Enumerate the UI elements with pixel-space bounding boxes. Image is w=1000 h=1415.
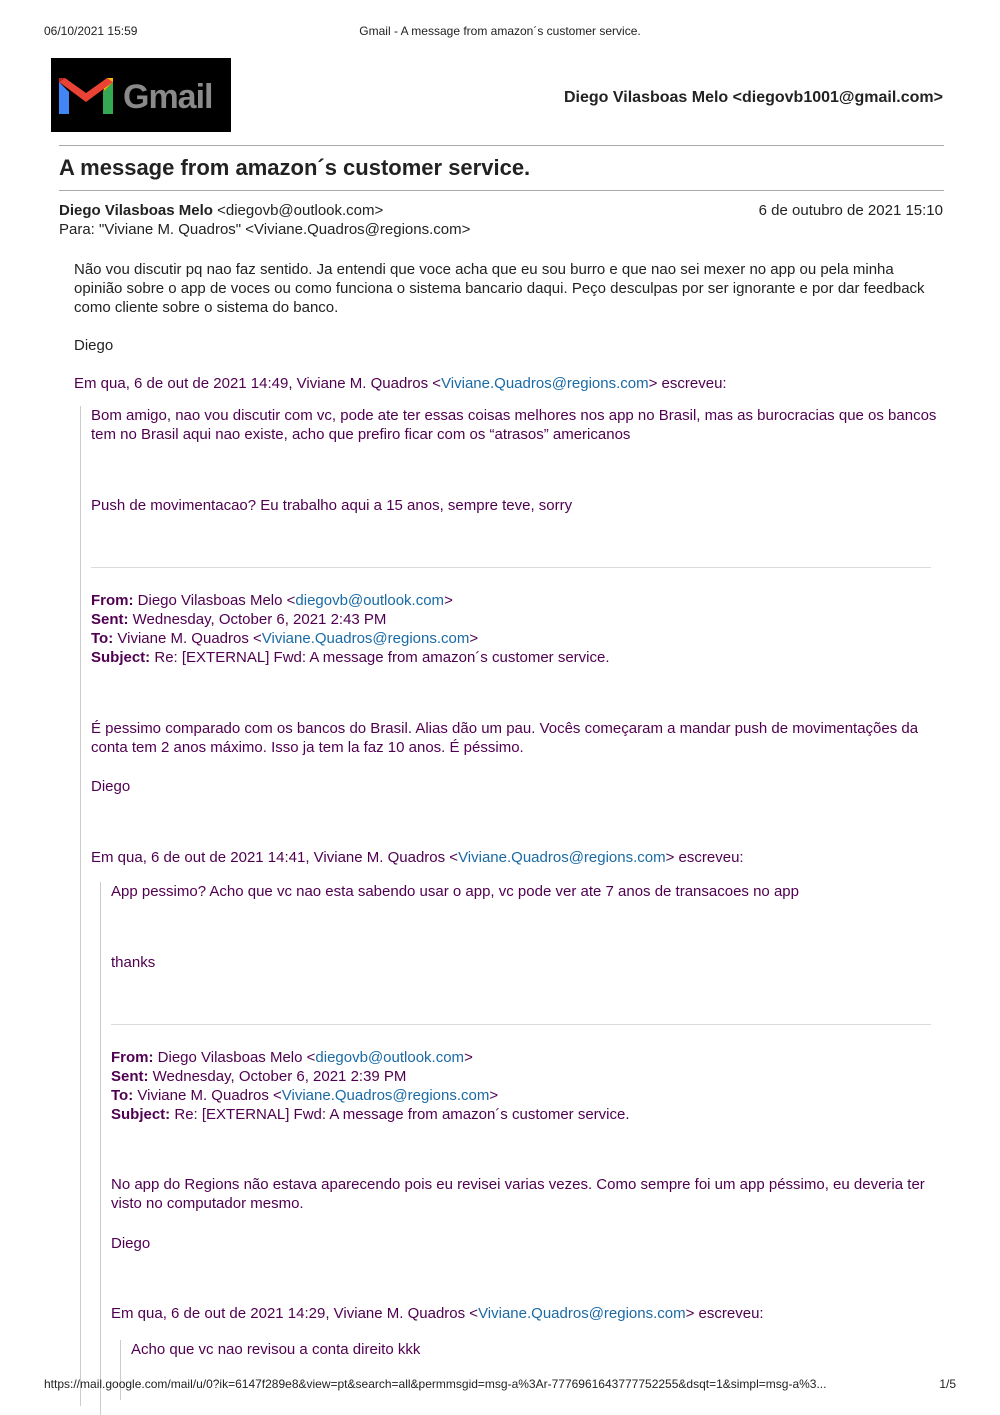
header-label: From:	[91, 592, 134, 609]
header-value: Viviane M. Quadros <	[113, 630, 262, 647]
reply-intro	[74, 374, 944, 393]
header-label: From:	[111, 1049, 154, 1066]
divider	[59, 145, 944, 146]
quote-paragraph: Bom amigo, nao vou discutir com vc, pode ate ter essas coisas melhores nos app no Brasil, mas as burocracias que os bancos tem no Brasil aqui nao existe, acho que prefiro ficar com os “atrasos” americanos	[91, 407, 937, 443]
quote-paragraph: Push de movimentacao? Eu trabalho aqui a 15 anos, sempre teve, sorry	[91, 497, 573, 514]
quote-paragraph: É pessimo comparado com os bancos do Brasil. Alias dão um pau. Vocês começaram a mandar push de movimentações da conta tem 2 anos máximo. Isso ja tem la faz 10 anos. É péssimo.	[91, 720, 919, 756]
reply-intro-text: Em qua, 6 de out de 2021 14:41, Viviane M. Quadros <	[91, 849, 459, 866]
email-link[interactable]: Viviane.Quadros@regions.com	[281, 1087, 490, 1104]
header-value: >	[469, 630, 479, 647]
header-label: Sent:	[111, 1068, 149, 1085]
quote-paragraph: thanks	[111, 954, 156, 971]
quote-paragraph: App pessimo? Acho que vc nao esta sabendo usar o app, vc pode ver ate 7 anos de transacoes no app	[111, 883, 799, 900]
print-page-title: Gmail - A message from amazon´s customer service.	[359, 24, 641, 38]
email-link[interactable]: Viviane.Quadros@regions.com	[261, 630, 470, 647]
print-url: https://mail.google.com/mail/u/0?ik=6147f289e8&view=pt&search=all&permmsgid=msg-a%3Ar-7776961643777752255&dsqt=1&simpl=msg-a%3...	[44, 1377, 827, 1391]
sender-email: <diegovb@outlook.com>	[217, 202, 384, 219]
divider	[59, 190, 944, 191]
email-link[interactable]: diegovb@outlook.com	[295, 592, 445, 609]
header-value: Wednesday, October 6, 2021 2:39 PM	[148, 1068, 407, 1085]
signature: Diego	[111, 1235, 151, 1252]
quoted-message-2	[100, 882, 944, 1415]
thread-subject: A message from amazon´s customer service.	[59, 155, 531, 180]
forward-subject	[91, 648, 944, 667]
message-to: Para: "Viviane M. Quadros" <Viviane.Quadros@regions.com>	[59, 221, 471, 238]
signature: Diego	[91, 778, 131, 795]
forward-sent	[91, 610, 944, 629]
forward-subject	[111, 1105, 944, 1124]
quote-paragraph: Acho que vc nao revisou a conta direito kkk	[131, 1341, 421, 1358]
message-from	[59, 202, 383, 219]
reply-intro	[111, 1304, 944, 1323]
header-label: Subject:	[91, 649, 151, 666]
quoted-message-3	[120, 1340, 944, 1400]
forward-from	[91, 591, 944, 610]
forward-to	[91, 629, 944, 648]
body-paragraph: Não vou discutir pq nao faz sentido. Ja entendi que voce acha que eu sou burro e que nao sei mexer no app ou pela minha opinião sobre o app de voces ou como funciona o sistema bancario daqui. Peço desculpas por ser ignorante e por dar feedback como cliente sobre o sistema do banco.	[74, 261, 925, 316]
reply-intro	[91, 848, 944, 867]
reply-intro-text: Em qua, 6 de out de 2021 14:49, Viviane M. Quadros <	[74, 375, 442, 392]
header-label: Sent:	[91, 611, 129, 628]
email-link[interactable]: diegovb@outlook.com	[315, 1049, 465, 1066]
email-link[interactable]: Viviane.Quadros@regions.com	[458, 849, 666, 866]
header-value: >	[489, 1087, 499, 1104]
forward-to	[111, 1086, 944, 1105]
forward-from	[111, 1048, 944, 1067]
reply-intro-text: Em qua, 6 de out de 2021 14:29, Viviane M. Quadros <	[111, 1305, 479, 1322]
header-value: Re: [EXTERNAL] Fwd: A message from amazon´s customer service.	[170, 1106, 630, 1123]
header-value: Re: [EXTERNAL] Fwd: A message from amazon´s customer service.	[150, 649, 610, 666]
gmail-m-icon	[57, 76, 115, 116]
print-datetime: 06/10/2021 15:59	[44, 24, 138, 38]
header-value: Viviane M. Quadros <	[133, 1087, 282, 1104]
quote-paragraph: No app do Regions não estava aparecendo pois eu revisei varias vezes. Como sempre foi um app péssimo, eu deveria ter visto no computador mesmo.	[111, 1176, 925, 1212]
email-link[interactable]: Viviane.Quadros@regions.com	[478, 1305, 686, 1322]
header-label: To:	[91, 630, 114, 647]
header-value: Diego Vilasboas Melo <	[133, 592, 296, 609]
email-link[interactable]: Viviane.Quadros@regions.com	[441, 375, 649, 392]
header-label: Subject:	[111, 1106, 171, 1123]
forward-sent	[111, 1067, 944, 1086]
reply-intro-text: > escreveu:	[685, 1305, 764, 1322]
reply-intro-text: > escreveu:	[665, 849, 744, 866]
sender-name: Diego Vilasboas Melo	[59, 202, 213, 219]
gmail-logo-text: Gmail	[123, 78, 213, 116]
header-value: Diego Vilasboas Melo <	[153, 1049, 316, 1066]
header-value: Wednesday, October 6, 2021 2:43 PM	[128, 611, 387, 628]
message-date: 6 de outubro de 2021 15:10	[758, 202, 943, 219]
print-header	[44, 24, 956, 40]
account-identity: Diego Vilasboas Melo <diegovb1001@gmail.com>	[564, 89, 943, 106]
signature: Diego	[74, 337, 114, 354]
reply-intro-text: > escreveu:	[648, 375, 727, 392]
header-label: To:	[111, 1087, 134, 1104]
header-value: >	[444, 592, 453, 609]
page-number: 1/5	[939, 1377, 956, 1391]
header-value: >	[464, 1049, 473, 1066]
gmail-logo	[51, 58, 231, 132]
message-body	[74, 260, 944, 393]
